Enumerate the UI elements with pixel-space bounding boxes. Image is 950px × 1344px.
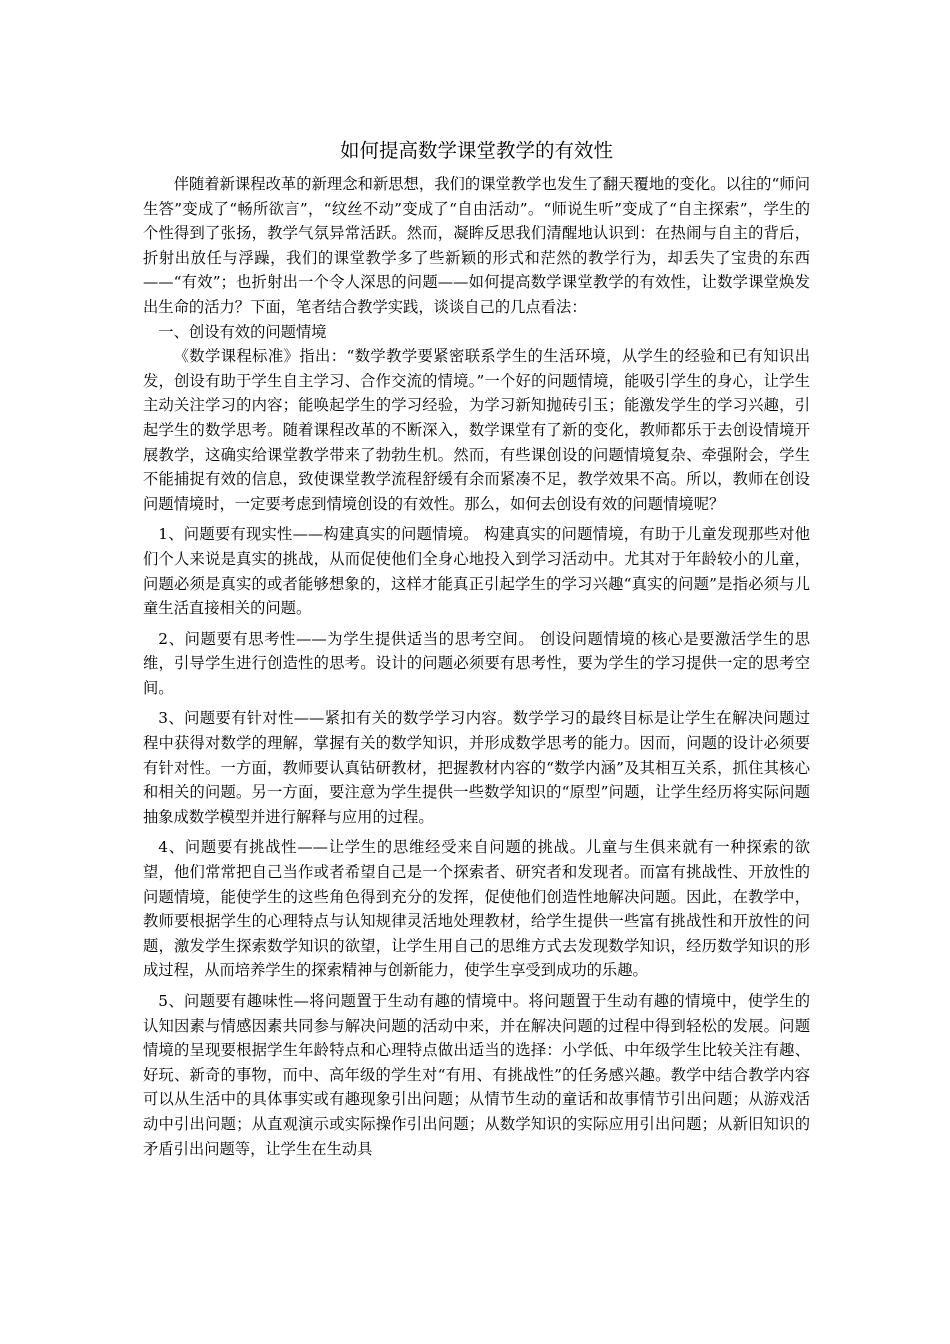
intro-paragraph: 伴随着新课程改革的新理念和新思想，我们的课堂教学也发生了翻天覆地的变化。以往的“师问生答”变成了“畅所欲言”，“纹丝不动”变成了“自由活动”。“师说生听”变成了“自主探索”，学生的个性得到了张扬，教学气氛异常活跃。然而，凝眸反思我们清醒地认识到：在热闹与自主的背后，折射出放任与浮躁，我们的课堂教学多了些新颖的形式和茫然的教学行为，却丢失了宝贵的东西——“有效”；也折射出一个令人深思的问题——如何提高数学课堂教学的有效性，让数学课堂焕发出生命的活力？下面，笔者结合教学实践，谈谈自己的几点看法： <box>143 175 810 316</box>
list-item-2: 2、问题要有思考性——为学生提供适当的思考空间。 创设问题情境的核心是要激活学生的思维，引导学生进行创造性的思考。设计的问题必须要有思考性，要为学生的学习提供一定的思考空间。 <box>143 629 810 697</box>
document-title: 如何提高数学课堂教学的有效性 <box>339 139 613 162</box>
list-item-5: 5、问题要有趣味性—将问题置于生动有趣的情境中。将问题置于生动有趣的情境中，使学生的认知因素与情感因素共同参与解决问题的活动中来，并在解决问题的过程中得到轻松的发展。问题情境的呈现要根据学生年龄特点和心理特点做出适当的选择：小学低、中年级学生比较关注有趣、好玩、新奇的事物，而中、高年级的学生对“有用、有挑战性”的任务感兴趣。教学中结合教学内容可以从生活中的具体事实或有趣现象引出问题；从情节生动的童话和故事情节引出问题；从游戏活动中引出问题；从直观演示或实际操作引出问题；从数学知识的实际应用引出问题；从新旧知识的矛盾引出问题等，让学生在生动具 <box>143 992 810 1158</box>
section-heading: 一、创设有效的问题情境 <box>158 322 327 341</box>
section-paragraph: 《数学课程标准》指出：“数学教学要紧密联系学生的生活环境，从学生的经验和已有知识出发，创设有助于学生自主学习、合作交流的情境。”一个好的问题情境，能吸引学生的身心，让学生主动关注学习的内容；能唤起学生的学习经验，为学习新知抛砖引玉；能激发学生的学习兴趣，引起学生的数学思考。随着课程改革的不断深入，数学课堂有了新的变化，教师都乐于去创设情境开展教学，这确实给课堂教学带来了勃勃生机。然而，有些课创设的问题情境复杂、牵强附会，学生不能捕捉有效的信息，致使课堂教学流程舒缓有余而紧凑不足，教学效果不高。所以，教师在创设问题情境时，一定要考虑到情境创设的有效性。那么，如何去创设有效的问题情境呢？ <box>143 347 810 513</box>
list-item-4: 4、问题要有挑战性——让学生的思维经受来自问题的挑战。儿童与生俱来就有一种探索的欲望，他们常常把自己当作或者希望自己是一个探索者、研究者和发现者。而富有挑战性、开放性的问题情境，能使学生的这些角色得到充分的发挥，促使他们创造性地解决问题。因此，在教学中，教师要根据学生的心理特点与认知规律灵活地处理教材，给学生提供一些富有挑战性和开放性的问题，激发学生探索数学知识的欲望，让学生用自己的思维方式去发现数学知识，经历数学知识的形成过程，从而培养学生的探索精神与创新能力，使学生享受到成功的乐趣。 <box>143 838 810 980</box>
document-page <box>143 136 810 1161</box>
list-item-1: 1、问题要有现实性——构建真实的问题情境。 构建真实的问题情境，有助于儿童发现那些对他们个人来说是真实的挑战，从而促使他们全身心地投入到学习活动中。尤其对于年龄较小的儿童，问题必须是真实的或者能够想象的，这样才能真正引起学生的学习兴趣“真实的问题”是指必须与儿童生活直接相关的问题。 <box>143 525 810 618</box>
list-item-3: 3、问题要有针对性——紧扣有关的数学学习内容。数学学习的最终目标是让学生在解决问题过程中获得对数学的理解，掌握有关的数学知识，并形成数学思考的能力。因而，问题的设计必须要有针对性。一方面，教师要认真钻研教材，把握教材内容的“数学内涵”及其相互关系，抓住其核心和相关的问题。另一方面，要注意为学生提供一些数学知识的“原型”问题，让学生经历将实际问题抽象成数学模型并进行解释与应用的过程。 <box>143 709 810 826</box>
